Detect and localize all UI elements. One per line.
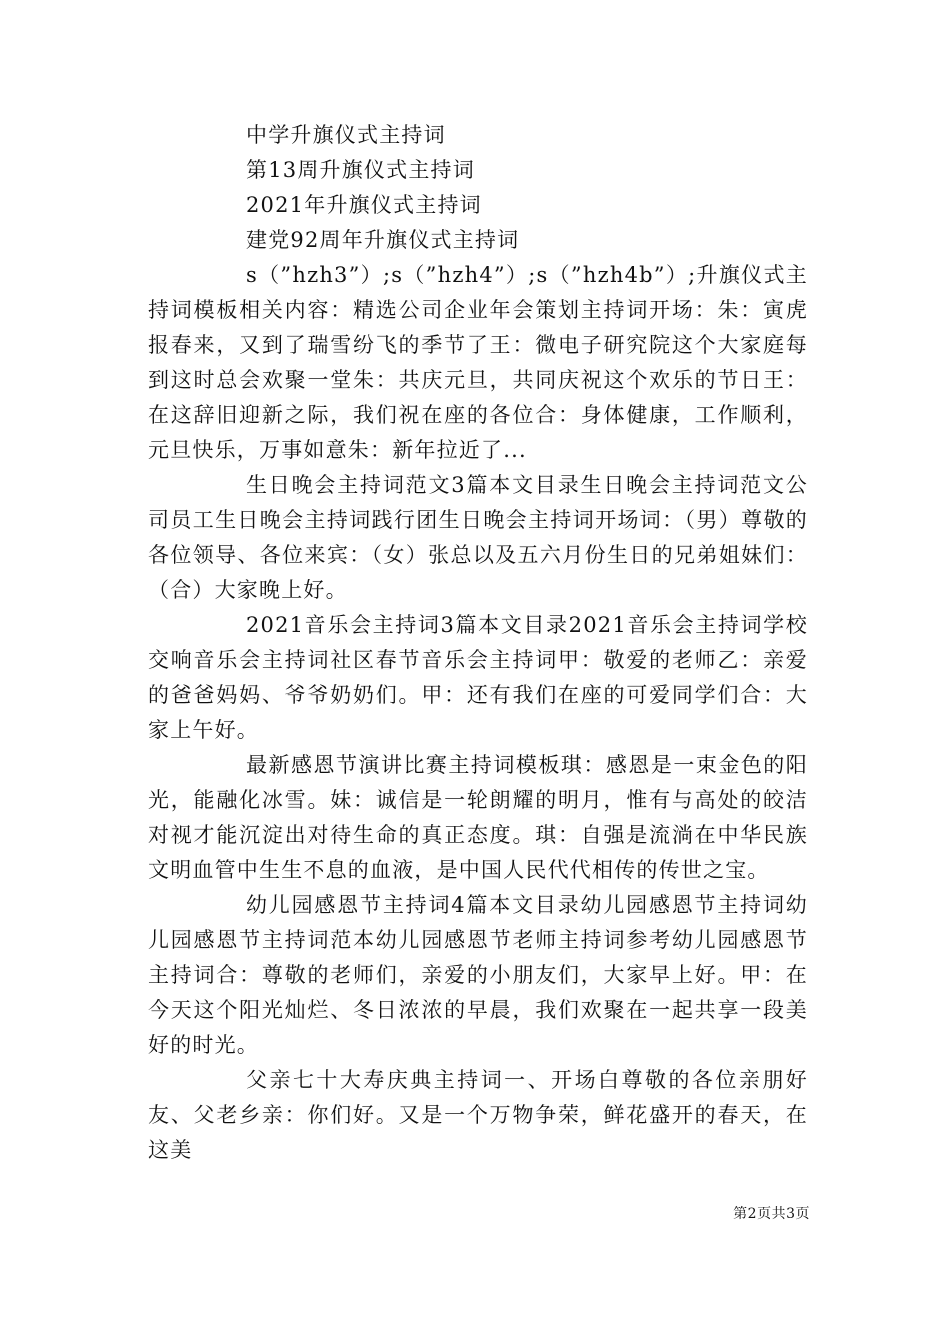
paragraph-birthday-party: 生日晚会主持词范文3篇本文目录生日晚会主持词范文公司员工生日晚会主持词践行团生日晚会主持词开场词：（男）尊敬的各位领导、各位来宾：（女）张总以及五六月份生日的兄弟姐妹们：（合）大家晚上好。 (148, 473, 808, 602)
paragraph-thanksgiving-speech: 最新感恩节演讲比赛主持词模板琪：感恩是一束金色的阳光，能融化冰雪。妹：诚信是一轮朗耀的明月，惟有与高处的皎洁对视才能沉淀出对待生命的真正态度。琪：自强是流淌在中华民族文明血管中生生不息的血液，是中国人民代代相传的传世之宝。 (148, 753, 808, 882)
paragraph-title-4: 建党92周年升旗仪式主持词 (246, 228, 520, 252)
paragraph-father-birthday: 父亲七十大寿庆典主持词一、开场白尊敬的各位亲朋好友、父老乡亲：你们好。又是一个万物争荣，鲜花盛开的春天，在这美 (148, 1068, 808, 1162)
paragraph-title-2: 第13周升旗仪式主持词 (246, 158, 475, 182)
paragraph-concert: 2021音乐会主持词3篇本文目录2021音乐会主持词学校交响音乐会主持词社区春节音乐会主持词甲：敬爱的老师乙：亲爱的爸爸妈妈、爷爷奶奶们。甲：还有我们在座的可爱同学们合：大家上午好。 (148, 613, 808, 742)
paragraph-title-1: 中学升旗仪式主持词 (246, 123, 446, 147)
document-body (148, 118, 808, 1168)
paragraph-title-3: 2021年升旗仪式主持词 (246, 193, 482, 217)
paragraph-kindergarten-thanksgiving: 幼儿园感恩节主持词4篇本文目录幼儿园感恩节主持词幼儿园感恩节主持词范本幼儿园感恩节老师主持词参考幼儿园感恩节主持词合：尊敬的老师们，亲爱的小朋友们，大家早上好。甲：在今天这个阳光灿烂、冬日浓浓的早晨，我们欢聚在一起共享一段美好的时光。 (148, 893, 808, 1057)
page-number: 第2页共3页 (733, 1206, 810, 1222)
paragraph-related-content: s（”hzh3”）;s（”hzh4”）;s（”hzh4b”）;升旗仪式主持词模板相关内容：精选公司企业年会策划主持词开场：朱：寅虎报春来，又到了瑞雪纷飞的季节了王：微电子研究院这个大家庭每到这时总会欢聚一堂朱：共庆元旦，共同庆祝这个欢乐的节日王：在这辞旧迎新之际，我们祝在座的各位合：身体健康，工作顺利，元旦快乐，万事如意朱：新年拉近了... (148, 263, 808, 462)
